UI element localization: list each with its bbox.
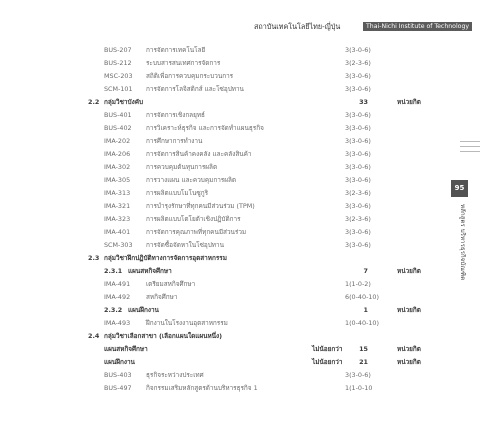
course-credits: 3(3-0-6) [345,241,371,249]
course-title: ระบบสารสนเทศการจัดการ [146,59,221,67]
course-credits: 3(3-0-6) [345,163,371,171]
course-credits: 3(3-0-6) [345,124,371,132]
course-credits: 3(3-0-6) [345,85,371,93]
subsection-credit-value: 7 [363,267,368,275]
course-code: IMA-493 [104,319,131,327]
subsection-number: 2.3.1 [104,267,123,275]
plan-requirement: ไม่น้อยกว่า [312,358,343,366]
section-credit-unit: หน่วยกิต [397,98,421,106]
course-code: IMA-206 [104,150,131,158]
subsection-title: แผนสหกิจศึกษา [128,267,172,275]
subsection-credit-unit: หน่วยกิต [397,267,421,275]
section-credit-value: 33 [359,98,368,106]
course-code: SCM-101 [104,85,133,93]
plan-requirement: ไม่น้อยกว่า [312,345,343,353]
course-credits: 3(2-3-6) [345,59,371,67]
section-title: กลุ่มวิชาบังคับ [104,98,144,106]
plan-label: แผนสหกิจศึกษา [104,345,148,353]
course-code: MSC-203 [104,72,133,80]
course-credits: 3(3-0-6) [345,137,371,145]
course-credits: 1(0-40-10) [345,319,379,327]
course-code: IMA-302 [104,163,131,171]
course-title: การผลิตแบบโมโนซูกูริ [146,189,209,197]
course-code: IMA-492 [104,293,131,301]
course-code: BUS-401 [104,111,132,119]
plan-credit-value: 21 [359,358,368,366]
course-title: การจัดการสินค้าคงคลัง และคลังสินค้า [146,150,252,158]
edge-divider [460,151,480,152]
course-code: BUS-207 [104,46,132,54]
section-title: กลุ่มวิชาเลือกสาขา (เลือกแผนใดแผนหนึ่ง) [104,332,223,340]
course-credits: 1(1-0-2) [345,280,371,288]
course-credits: 3(3-0-6) [345,111,371,119]
course-credits: 3(3-0-6) [345,72,371,80]
course-code: IMA-305 [104,176,131,184]
subsection-number: 2.3.2 [104,306,123,314]
course-title: การควบคุมต้นทุนการผลิต [146,163,218,171]
course-code: BUS-497 [104,384,132,392]
institute-badge: Thai-Nichi Institute of Technology [363,22,472,31]
course-credits: 1(1-0-10 [345,384,373,392]
course-credits: 3(3-0-6) [345,150,371,158]
course-title: การศึกษาการทำงาน [146,137,203,145]
course-credits: 3(3-0-6) [345,228,371,236]
course-code: IMA-323 [104,215,131,223]
course-credits: 6(0-40-10) [345,293,379,301]
plan-credit-value: 15 [359,345,368,353]
course-title: การบำรุงรักษาที่ทุกคนมีส่วนร่วม (TPM) [146,202,255,210]
course-code: IMA-401 [104,228,131,236]
course-credits: 3(3-0-6) [345,371,371,379]
section-number: 2.3 [88,254,100,262]
section-number: 2.4 [88,332,100,340]
institute-title: สถาบันเทคโนโลยีไทย-ญี่ปุ่น [254,22,341,31]
course-title: การผลิตแบบโตโยต้าเชิงปฏิบัติการ [146,215,241,223]
course-title: การจัดการเทคโนโลยี [146,46,206,54]
course-title: กิจกรรมเสริมหลักสูตรด้านบริหารธุรกิจ 1 [146,384,258,392]
course-code: SCM-303 [104,241,133,249]
course-code: IMA-491 [104,280,131,288]
course-code: BUS-402 [104,124,132,132]
course-title: ฝึกงานในโรงงานอุตสาหกรรม [146,319,228,327]
plan-credit-unit: หน่วยกิต [397,345,421,353]
course-title: การจัดการเชิงกลยุทธ์ [146,111,205,119]
course-credits: 3(2-3-6) [345,189,371,197]
page-number: 95 [451,180,468,197]
subsection-title: แผนฝึกงาน [128,306,159,314]
course-code: IMA-202 [104,137,131,145]
course-title: การจัดการคุณภาพที่ทุกคนมีส่วนร่วม [146,228,247,236]
plan-label: แผนฝึกงาน [104,358,135,366]
course-code: BUS-403 [104,371,132,379]
section-number: 2.2 [88,98,100,106]
course-title: เตรียมสหกิจศึกษา [146,280,196,288]
course-title: การวางแผน และควบคุมการผลิต [146,176,237,184]
course-title: สถิติเพื่อการควบคุมกระบวนการ [146,72,234,80]
course-credits: 3(3-0-6) [345,46,371,54]
course-code: IMA-321 [104,202,131,210]
course-title: ธุรกิจระหว่างประเทศ [146,371,204,379]
course-title: การวิเคราะห์ธุรกิจ และการจัดทำแผนธุรกิจ [146,124,264,132]
edge-divider [460,146,480,147]
course-credits: 3(2-3-6) [345,215,371,223]
plan-credit-unit: หน่วยกิต [397,358,421,366]
course-title: การจัดการโลจิสติกส์ และโซ่อุปทาน [146,85,244,93]
course-credits: 3(3-0-6) [345,176,371,184]
course-code: BUS-212 [104,59,132,67]
subsection-credit-value: 1 [363,306,368,314]
course-credits: 3(3-0-6) [345,202,371,210]
course-title: การจัดซื้อจัดหาในโซ่อุปทาน [146,241,224,249]
edge-divider [460,141,480,142]
course-title: สหกิจศึกษา [146,293,178,301]
side-label: หลักสูตร บริหารธุรกิจบัณฑิต [459,204,466,281]
subsection-credit-unit: หน่วยกิต [397,306,421,314]
course-code: IMA-313 [104,189,131,197]
section-title: กลุ่มวิชาฝึกปฏิบัติทางการจัดการอุตสาหกรรม [104,254,227,262]
